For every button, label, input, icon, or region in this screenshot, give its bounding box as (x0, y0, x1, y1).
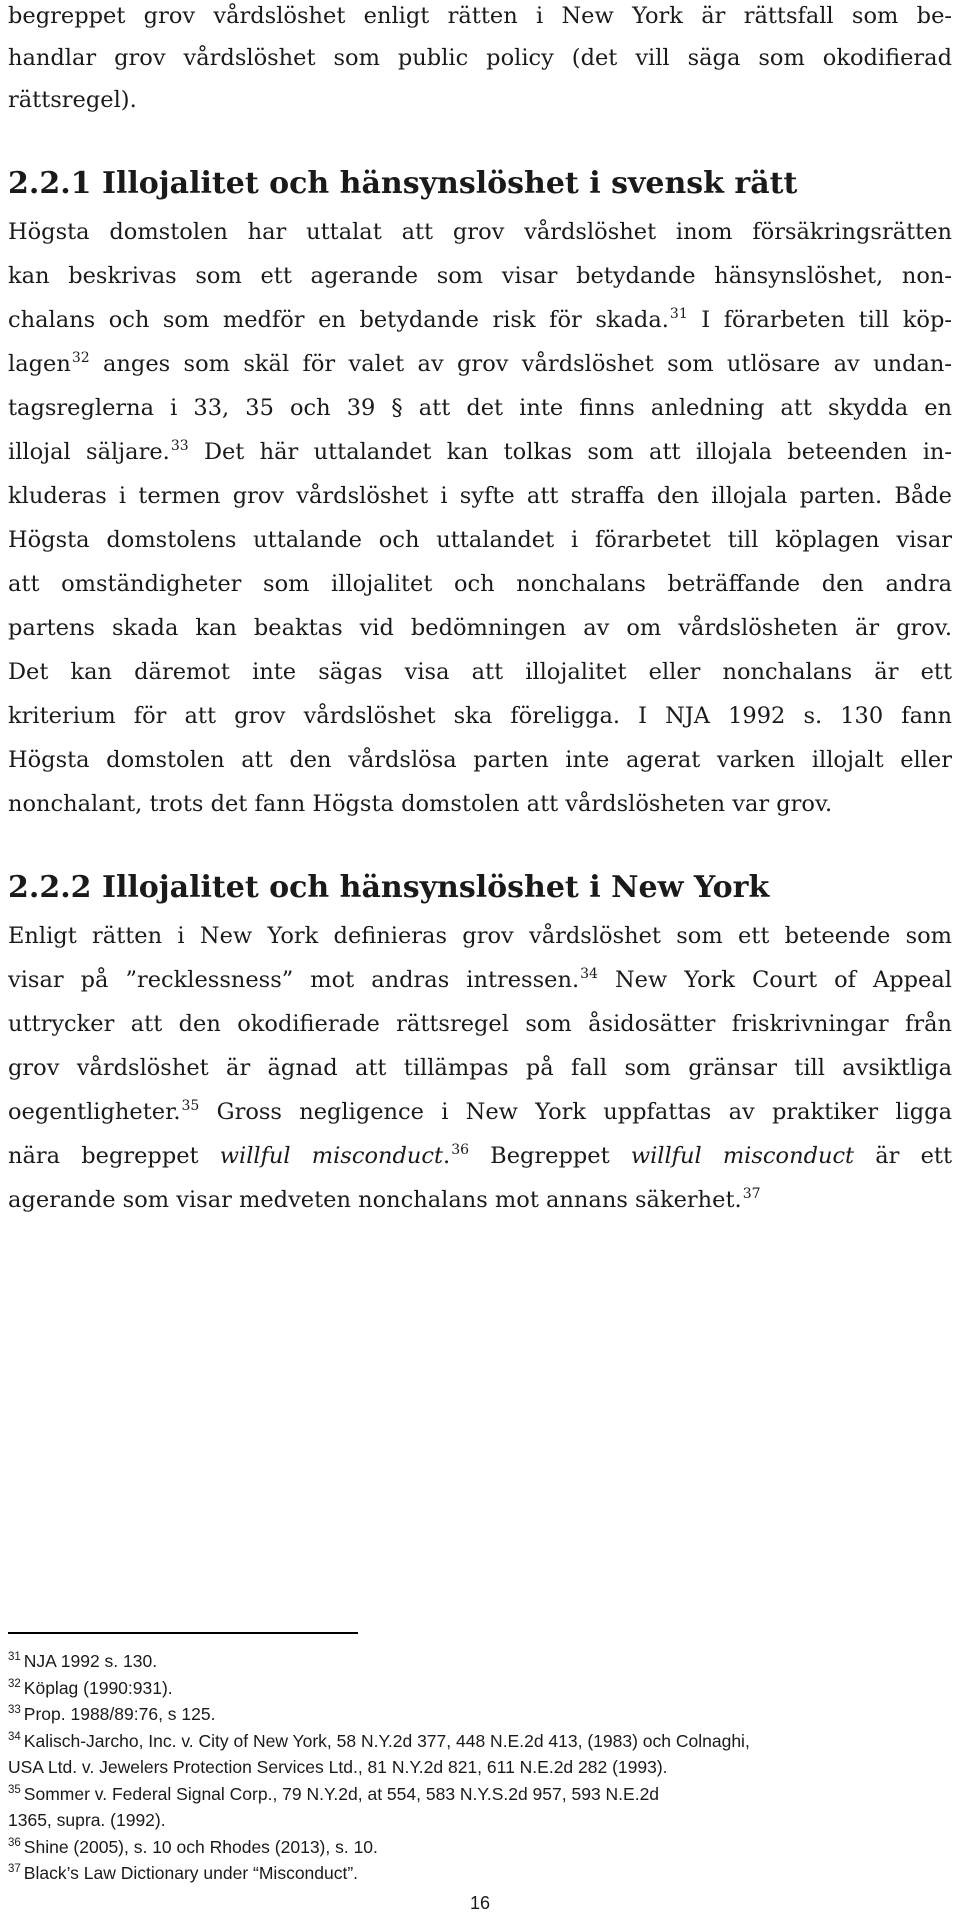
section-heading: 2.2.1 Illojalitet och hänsynslöshet i svensk rätt (8, 166, 798, 201)
text-span: New York Court of Appeal (597, 967, 952, 993)
body-line: uttrycker att den okodifierade rättsregel som åsidosätter friskrivningar från (8, 1011, 952, 1037)
footnote-number: 32 (8, 1677, 21, 1690)
footnote-ref: 37 (742, 1186, 761, 1202)
footnote (8, 1809, 166, 1831)
text-span: Begreppet (469, 1143, 631, 1169)
footnote-text: Sommer v. Federal Signal Corp., 79 N.Y.2d, at 554, 583 N.Y.S.2d 957, 593 N.E.2d (23, 1783, 660, 1804)
body-line: Enligt rätten i New York definieras grov vårdslöshet som ett beteende som (8, 923, 952, 949)
body-line (8, 306, 952, 334)
footnote-text: Prop. 1988/89:76, s 125. (23, 1704, 216, 1724)
footnote-text: Black’s Law Dictionary under “Misconduct”. (23, 1863, 359, 1883)
text-span: Gross negligence i New York uppfattas av praktiker ligga (199, 1099, 952, 1125)
footnote-text: USA Ltd. v. Jewelers Protection Services Ltd., 81 N.Y.2d 821, 611 N.E.2d 282 (1993). (8, 1757, 668, 1777)
body-line (8, 1098, 952, 1126)
footnote-ref: 31 (669, 306, 688, 322)
footnote (8, 1677, 173, 1699)
text-span: anges som skäl för valet av grov vårdslöshet som utlösare av undan- (89, 351, 952, 377)
footnote-text: 1365, supra. (1992). (8, 1810, 166, 1830)
body-line: Högsta domstolens uttalande och uttalandet i förarbetet till köplagen visar (8, 527, 952, 553)
footnote-separator (8, 1632, 358, 1634)
footnote-text: Shine (2005), s. 10 och Rhodes (2013), s. 10. (23, 1836, 378, 1857)
text-span: chalans och som medför en betydande risk för skada. (8, 307, 669, 333)
text-span: . (443, 1143, 451, 1169)
body-line (8, 438, 952, 466)
footnote-ref: 32 (71, 350, 90, 366)
section-heading: 2.2.2 Illojalitet och hänsynslöshet i New York (8, 870, 770, 905)
footnote-number: 31 (8, 1651, 21, 1663)
body-line: kan beskrivas som ett agerande som visar betydande hänsynslöshet, non- (8, 263, 952, 289)
body-line: Det kan däremot inte sägas visa att illojalitet eller nonchalans är ett (8, 659, 952, 685)
italic-term: willful misconduct (219, 1143, 444, 1169)
body-line: tagsreglerna i 33, 35 och 39 § att det inte finns anledning att skydda en (8, 395, 952, 421)
footnote (8, 1703, 215, 1725)
footnote-number: 34 (8, 1730, 21, 1743)
body-line: nonchalant, trots det fann Högsta domstolen att vårdslösheten var grov. (8, 791, 833, 817)
footnote (8, 1836, 378, 1858)
body-line (8, 350, 952, 378)
body-line: kluderas i termen grov vårdslöshet i syfte att straffa den illojala parten. Både (8, 483, 952, 509)
text-span: I förarbeten till köp- (687, 307, 952, 333)
text-span: är ett (854, 1143, 952, 1169)
footnote-ref: 34 (580, 966, 598, 982)
text-span: agerande som visar medveten nonchalans mot annans säkerhet. (8, 1187, 742, 1213)
intro-line: rättsregel). (8, 87, 137, 113)
body-line: att omständigheter som illojalitet och nonchalans beträffande den andra (8, 571, 952, 597)
text-span: lagen (8, 351, 71, 377)
footnote (8, 1730, 750, 1752)
body-line: Högsta domstolen har uttalat att grov vårdslöshet inom försäkringsrätten (8, 219, 952, 245)
footnote (8, 1650, 157, 1672)
footnote (8, 1756, 668, 1778)
footnote-ref: 35 (181, 1098, 200, 1114)
footnote-ref: 33 (170, 438, 189, 454)
text-span: illojal säljare. (8, 439, 170, 465)
text-span: Det här uttalandet kan tolkas som att illojala beteenden in- (188, 439, 952, 465)
footnote-number: 36 (8, 1836, 21, 1849)
text-span: visar på ”recklessness” mot andras intressen. (8, 967, 580, 993)
footnote (8, 1862, 358, 1884)
footnote-number: 35 (8, 1783, 21, 1796)
intro-line: begreppet grov vårdslöshet enligt rätten i New York är rättsfall som be- (8, 3, 952, 29)
intro-line: handlar grov vårdslöshet som public policy (det vill säga som okodifierad (8, 45, 952, 71)
body-line (8, 1186, 761, 1214)
body-line: partens skada kan beaktas vid bedömningen av om vårdslösheten är grov. (8, 615, 952, 641)
italic-term: willful misconduct (630, 1143, 855, 1169)
footnote-text: NJA 1992 s. 130. (23, 1651, 158, 1671)
text-span: nära begreppet (8, 1143, 220, 1169)
body-line: grov vårdslöshet är ägnad att tillämpas på fall som gränsar till avsiktliga (8, 1055, 952, 1081)
body-line (8, 966, 952, 994)
footnote-number: 37 (8, 1863, 21, 1875)
page-number: 16 (469, 1892, 491, 1913)
text-span: oegentligheter. (8, 1099, 181, 1125)
footnote-ref: 36 (451, 1142, 470, 1158)
footnote-text: Köplag (1990:931). (23, 1677, 173, 1698)
body-line (8, 1142, 952, 1170)
body-line: kriterium för att grov vårdslöshet ska föreligga. I NJA 1992 s. 130 fann (8, 703, 952, 729)
footnote-text: Kalisch-Jarcho, Inc. v. City of New York, 58 N.Y.2d 377, 448 N.E.2d 413, (1983) och Colnaghi, (23, 1730, 750, 1751)
footnote-number: 33 (8, 1704, 21, 1716)
body-line: Högsta domstolen att den vårdslösa parten inte agerat varken illojalt eller (8, 747, 952, 773)
